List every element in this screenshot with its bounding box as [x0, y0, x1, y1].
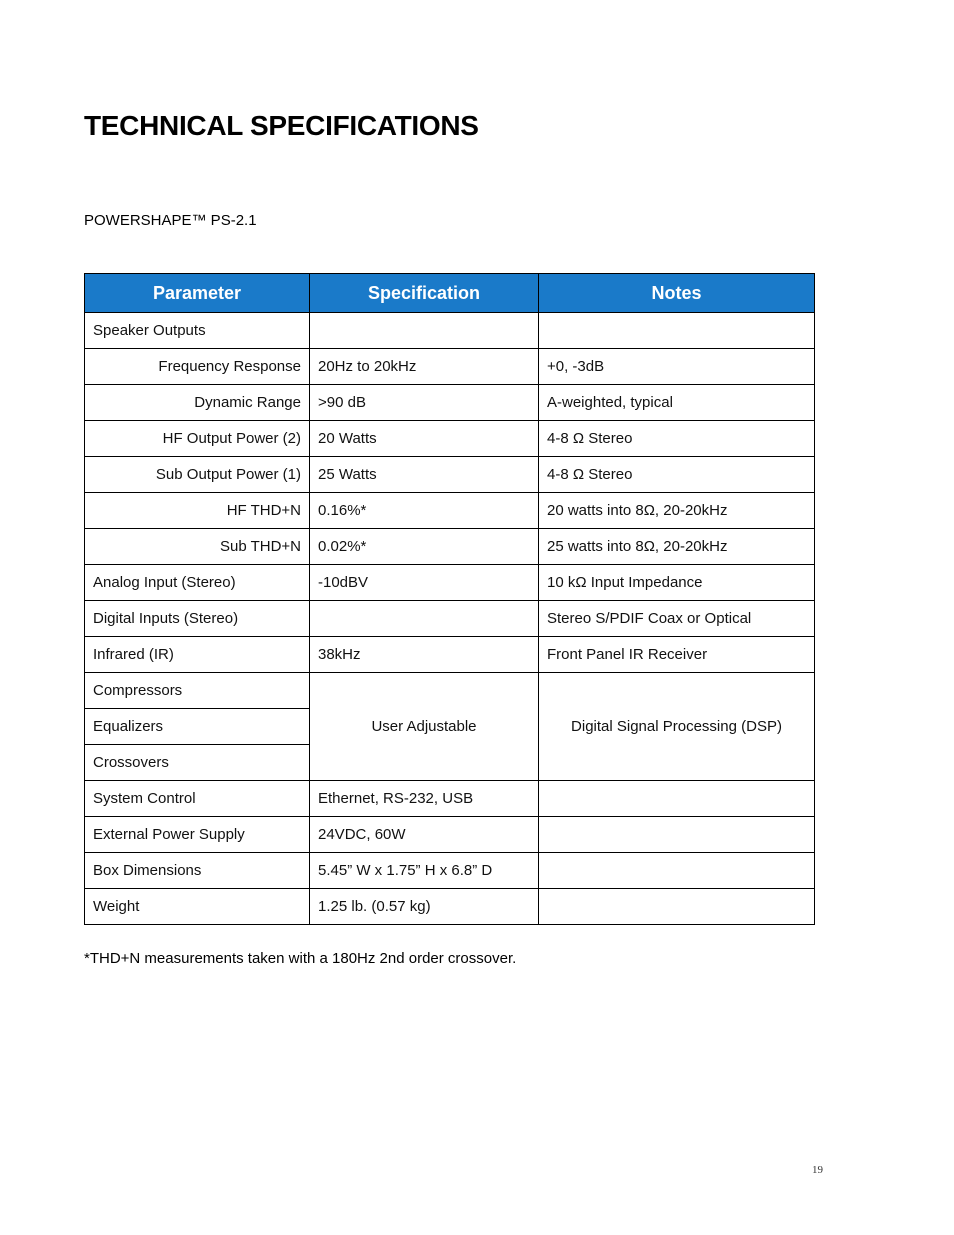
param-cell: Analog Input (Stereo): [85, 565, 310, 601]
table-row: [85, 457, 815, 493]
header-notes: Notes: [539, 274, 815, 313]
notes-cell: 4-8 Ω Stereo: [539, 457, 815, 493]
table-row: [85, 349, 815, 385]
spec-cell: 20Hz to 20kHz: [310, 349, 539, 385]
param-cell: Sub Output Power (1): [85, 457, 310, 493]
spec-cell: 0.16%*: [310, 493, 539, 529]
table-row: [85, 313, 815, 349]
spec-cell: 0.02%*: [310, 529, 539, 565]
page-title: TECHNICAL SPECIFICATIONS: [84, 110, 479, 141]
spec-cell: 38kHz: [310, 637, 539, 673]
param-cell: Sub THD+N: [85, 529, 310, 565]
param-cell: HF THD+N: [85, 493, 310, 529]
param-cell: Speaker Outputs: [85, 313, 310, 349]
header-specification: Specification: [310, 274, 539, 313]
param-cell: External Power Supply: [85, 817, 310, 853]
table-row: [85, 817, 815, 853]
table-row: [85, 637, 815, 673]
table-header-row: [85, 274, 815, 313]
param-cell: Weight: [85, 889, 310, 925]
spec-cell: -10dBV: [310, 565, 539, 601]
notes-cell: Stereo S/PDIF Coax or Optical: [539, 601, 815, 637]
param-cell: Digital Inputs (Stereo): [85, 601, 310, 637]
table-row: [85, 601, 815, 637]
param-cell: Dynamic Range: [85, 385, 310, 421]
spec-table: [84, 273, 815, 925]
notes-cell: 20 watts into 8Ω, 20-20kHz: [539, 493, 815, 529]
header-parameter: Parameter: [85, 274, 310, 313]
table-row: [85, 493, 815, 529]
table-row: [85, 781, 815, 817]
notes-cell: Front Panel IR Receiver: [539, 637, 815, 673]
notes-cell: 4-8 Ω Stereo: [539, 421, 815, 457]
table-row: [85, 889, 815, 925]
notes-cell: +0, -3dB: [539, 349, 815, 385]
spec-cell: >90 dB: [310, 385, 539, 421]
spec-cell: Ethernet, RS-232, USB: [310, 781, 539, 817]
spec-cell: 25 Watts: [310, 457, 539, 493]
param-cell: HF Output Power (2): [85, 421, 310, 457]
notes-cell-merged: Digital Signal Processing (DSP): [539, 673, 815, 781]
table-row: [85, 673, 815, 709]
product-name: POWERSHAPE™ PS-2.1: [84, 212, 257, 229]
param-cell: Compressors: [85, 673, 310, 709]
param-cell: Equalizers: [85, 709, 310, 745]
param-cell: Infrared (IR): [85, 637, 310, 673]
table-row: [85, 565, 815, 601]
footnote: *THD+N measurements taken with a 180Hz 2nd order crossover.: [84, 950, 517, 967]
page-number: 19: [812, 1164, 823, 1176]
spec-cell: 24VDC, 60W: [310, 817, 539, 853]
notes-cell: 10 kΩ Input Impedance: [539, 565, 815, 601]
table-row: [85, 853, 815, 889]
notes-cell: 25 watts into 8Ω, 20-20kHz: [539, 529, 815, 565]
notes-cell: [539, 817, 815, 853]
param-cell: Box Dimensions: [85, 853, 310, 889]
spec-cell-merged: User Adjustable: [310, 673, 539, 781]
param-cell: Crossovers: [85, 745, 310, 781]
notes-cell: A-weighted, typical: [539, 385, 815, 421]
table-row: [85, 529, 815, 565]
spec-cell: 1.25 lb. (0.57 kg): [310, 889, 539, 925]
table-row: [85, 385, 815, 421]
table-row: [85, 421, 815, 457]
spec-cell: [310, 313, 539, 349]
notes-cell: [539, 853, 815, 889]
spec-cell: 5.45” W x 1.75” H x 6.8” D: [310, 853, 539, 889]
notes-cell: [539, 781, 815, 817]
spec-cell: [310, 601, 539, 637]
notes-cell: [539, 313, 815, 349]
param-cell: System Control: [85, 781, 310, 817]
param-cell: Frequency Response: [85, 349, 310, 385]
spec-cell: 20 Watts: [310, 421, 539, 457]
notes-cell: [539, 889, 815, 925]
